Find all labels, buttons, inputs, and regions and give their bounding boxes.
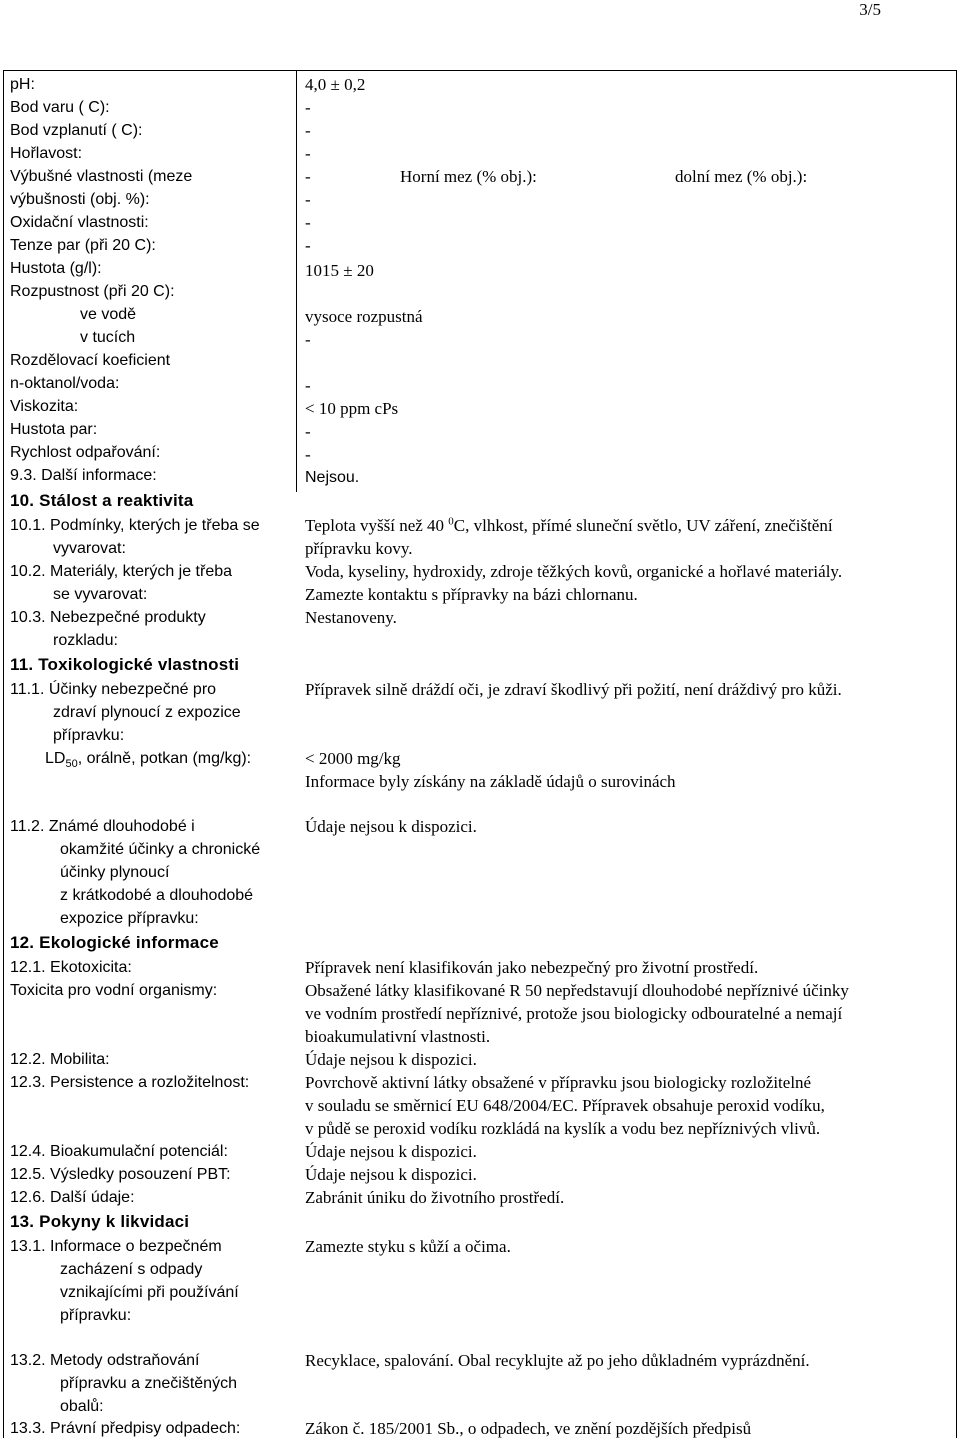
s11-label-2d: z krátkodobé a dlouhodobé (60, 887, 254, 904)
label-explosive-1: Výbušné vlastnosti (meze (10, 168, 193, 185)
label-viscosity: Viskozita: (10, 398, 79, 415)
s11-label-1b: zdraví plynoucí z expozice (53, 704, 241, 721)
label-partition-2: n-oktanol/voda: (10, 375, 120, 392)
label-oxidizing: Oxidační vlastnosti: (10, 214, 149, 231)
label-in-water: ve vodě (80, 306, 137, 323)
s11-value-2: Údaje nejsou k dispozici. (305, 817, 477, 836)
value-viscosity: < 10 ppm cPs (305, 399, 399, 418)
value-vapour-pressure: - (305, 236, 311, 255)
label-density: Hustota (g/l): (10, 260, 102, 277)
s13-label-1a: 13.1. Informace o bezpečném (10, 1238, 222, 1255)
value-other-info: Nejsou. (305, 469, 360, 486)
s12-label-4: 12.4. Bioakumulační potenciál: (10, 1143, 228, 1160)
label-ph: pH: (10, 76, 35, 93)
s13-label-2b: přípravku a znečištěných (60, 1375, 237, 1392)
s11-label-2e: expozice přípravku: (60, 910, 199, 927)
column-divider (296, 70, 297, 492)
s12-value-2: Údaje nejsou k dispozici. (305, 1050, 477, 1069)
s12-label-5: 12.5. Výsledky posouzení PBT: (10, 1166, 231, 1183)
s12-label-6: 12.6. Další údaje: (10, 1189, 135, 1206)
s12-value-3a: Povrchově aktivní látky obsažené v přípravku jsou biologicky rozložitelné (305, 1073, 812, 1092)
label-flash-point: Bod vzplanutí ( C): (10, 122, 143, 139)
label-evaporation: Rychlost odpařování: (10, 444, 161, 461)
s13-label-2c: obalů: (60, 1398, 104, 1415)
s10-value-1a: Teplota vyšší než 40 $^0$C, vlhkost, přímé sluneční světlo, UV záření, znečištění (305, 515, 833, 535)
value-in-fats: - (305, 330, 311, 349)
section-13-heading: 13. Pokyny k likvidaci (10, 1212, 190, 1231)
s13-label-2a: 13.2. Metody odstraňování (10, 1352, 200, 1369)
value-flammability: - (305, 144, 311, 163)
value-boiling-point: - (305, 98, 311, 117)
value-oxidizing: - (305, 213, 311, 232)
s12-value-4: Údaje nejsou k dispozici. (305, 1142, 477, 1161)
s12-label-1: 12.1. Ekotoxicita: (10, 959, 132, 976)
value-explosive: - (305, 167, 311, 186)
label-explosive-2: výbušnosti (obj. %): (10, 191, 150, 208)
value-flash-point: - (305, 121, 311, 140)
value-explosive-2: - (305, 190, 311, 209)
s12-label-1b: Toxicita pro vodní organismy: (10, 982, 218, 999)
s12-value-1c: ve vodním prostředí nepříznivé, protože jsou biologicky odbouratelné a nemají (305, 1004, 843, 1023)
s10-value-1b: přípravku kovy. (305, 539, 413, 558)
s11-value-info: Informace byly získány na základě údajů o surovinách (305, 772, 676, 791)
s10-value-2b: Zamezte kontaktu s přípravky na bázi chlornanu. (305, 585, 638, 604)
explosive-lower-label: dolní mez (% obj.): (675, 167, 808, 186)
s11-label-ld50: $LD_{50}$, orálně, potkan (mg/kg): (45, 750, 252, 771)
s12-value-5: Údaje nejsou k dispozici. (305, 1165, 477, 1184)
section-11-heading: 11. Toxikologické vlastnosti (10, 655, 240, 674)
label-other-info: 9.3. Další informace: (10, 467, 157, 484)
value-partition: - (305, 376, 311, 395)
s11-label-1c: přípravku: (53, 727, 125, 744)
explosive-upper-label: Horní mez (% obj.): (400, 167, 537, 186)
s10-value-2a: Voda, kyseliny, hydroxidy, zdroje těžkých kovů, organické a hořlavé materiály. (305, 562, 843, 581)
value-density: 1015 ± 20 (305, 261, 374, 280)
s10-value-3: Nestanoveny. (305, 608, 397, 627)
label-flammability: Hořlavost: (10, 145, 83, 162)
s12-value-6: Zabránit úniku do životního prostředí. (305, 1188, 565, 1207)
s13-label-1b: zacházení s odpady (60, 1261, 203, 1278)
s10-label-2a: 10.2. Materiály, kterých je třeba (10, 563, 233, 580)
s13-value-1: Zamezte styku s kůží a očima. (305, 1237, 511, 1256)
label-boiling-point: Bod varu ( C): (10, 99, 110, 116)
s11-label-2a: 11.2. Známé dlouhodobé i (10, 818, 195, 835)
s11-value-ld50: < 2000 mg/kg (305, 749, 401, 768)
s11-value-1: Přípravek silně dráždí oči, je zdraví škodlivý při požití, není dráždivý pro kůži. (305, 680, 842, 699)
s13-label-3: 13.3. Právní předpisy odpadech: (10, 1420, 241, 1437)
label-vapour-pressure: Tenze par (při 20 C): (10, 237, 156, 254)
s10-label-1b: vyvarovat: (53, 540, 126, 557)
label-vapour-density: Hustota par: (10, 421, 98, 438)
s11-label-1a: 11.1. Účinky nebezpečné pro (10, 681, 217, 698)
s13-label-1d: přípravku: (60, 1307, 132, 1324)
section-12-heading: 12. Ekologické informace (10, 933, 219, 952)
s12-value-3b: v souladu se směrnicí EU 648/2004/EC. Přípravek obsahuje peroxid vodíku, (305, 1096, 825, 1115)
page-number: 3/5 (859, 0, 881, 19)
s13-label-1c: vznikajícími při používání (60, 1284, 239, 1301)
label-solubility: Rozpustnost (při 20 C): (10, 283, 175, 300)
s12-value-1a: Přípravek není klasifikován jako nebezpečný pro životní prostředí. (305, 958, 759, 977)
s12-value-1b: Obsažené látky klasifikované R 50 nepředstavují dlouhodobé nepříznivé účinky (305, 981, 849, 1000)
s10-label-2b: se vyvarovat: (53, 586, 148, 603)
s11-label-2c: účinky plynoucí (60, 864, 170, 881)
label-partition-1: Rozdělovací koeficient (10, 352, 171, 369)
s10-label-3b: rozkladu: (53, 632, 118, 649)
s10-label-1a: 10.1. Podmínky, kterých je třeba se (10, 517, 260, 534)
label-in-fats: v tucích (80, 329, 136, 346)
s11-label-2b: okamžité účinky a chronické (60, 841, 261, 858)
value-vapour-density: - (305, 422, 311, 441)
s12-label-2: 12.2. Mobilita: (10, 1051, 110, 1068)
s12-value-3c: v půdě se peroxid vodíku rozkládá na kyslík a vodu bez nepříznivých vlivů. (305, 1119, 821, 1138)
value-ph: 4,0 ± 0,2 (305, 75, 366, 94)
s10-label-3a: 10.3. Nebezpečné produkty (10, 609, 206, 626)
s12-value-1d: bioakumulativní vlastnosti. (305, 1027, 491, 1046)
value-evaporation: - (305, 445, 311, 464)
section-10-heading: 10. Stálost a reaktivita (10, 491, 194, 510)
s13-value-2: Recyklace, spalování. Obal recyklujte až po jeho důkladném vyprázdnění. (305, 1351, 810, 1370)
value-in-water: vysoce rozpustná (305, 307, 423, 326)
s13-value-3: Zákon č. 185/2001 Sb., o odpadech, ve znění pozdějších předpisů (305, 1419, 752, 1438)
s12-label-3: 12.3. Persistence a rozložitelnost: (10, 1074, 250, 1091)
